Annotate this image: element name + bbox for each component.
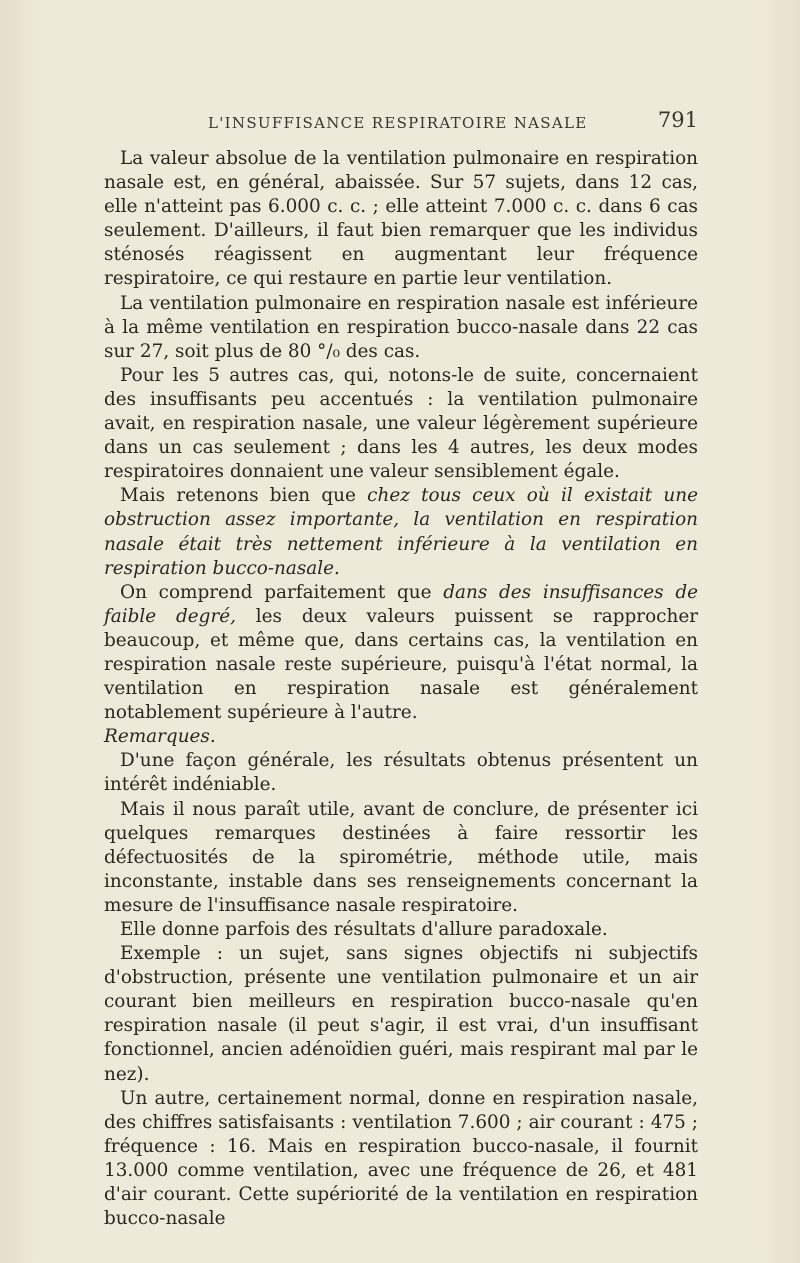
body-text	[104, 147, 698, 1231]
paragraph-on-comprend-start: On comprend parfaitement que	[120, 581, 444, 603]
running-head-title: L'INSUFFISANCE RESPIRATOIRE NASALE	[208, 114, 588, 132]
paragraph-on-comprend	[104, 581, 698, 726]
section-heading-remarques	[104, 725, 698, 749]
paragraph-spirometrie: Mais il nous paraît utile, avant de conclure, de présenter ici quelques remarques destinées à faire ressortir les défectuosités de la spirométrie, méthode utile, mais inconstante, instable dans ses renseignements concernant la mesure de l'insuffisance nasale respiratoire.	[104, 798, 698, 916]
paragraph-autres-cas: Pour les 5 autres cas, qui, notons-le de suite, concernaient des insuffisants peu accentués : la ventilation pulmonaire avait, en respiration nasale, une valeur légèrement supérieure dans un cas seulement ; dans les 4 autres, les deux modes respiratoires donnaient une valeur sensiblement égale.	[104, 364, 698, 483]
paragraph-exemple: Exemple : un sujet, sans signes objectifs ni subjectifs d'obstruction, présente une ventilation pulmonaire et un air courant bien meilleurs en respiration bucco-nasale qu'en respiration nasale (il peut s'agir, il est vrai, d'un insuffisant fonctionnel, ancien adénoïdien guéri, mais respirant mal par le nez).	[104, 943, 698, 1085]
paragraph-un-autre: Un autre, certainement normal, donne en respiration nasale, des chiffres satisfaisants : ventilation 7.600 ; air courant : 475 ; fréquence : 16. Mais en respiration bucco-nasale, il fournit 13.000 comme ventilation, avec une fréquence de 26, et 481 d'air courant. Cette supériorité de la ventilation en respiration bucco-nasale	[104, 1087, 698, 1230]
paragraph-ventilation-absolue: La valeur absolue de la ventilation pulmonaire en respiration nasale est, en général, abaissée. Sur 57 sujets, dans 12 cas, elle n'atteint pas 6.000 c. c. ; elle atteint 7.000 c. c. dans 6 cas seulement. D'ailleurs, il faut bien remarquer que les individus sténosés réagissent en augmentant leur fréquence respiratoire, ce qui restaure en partie leur ventilation.	[104, 148, 698, 290]
page-number: 791	[657, 108, 698, 132]
remarques-heading-text: Remarques.	[104, 726, 216, 748]
paragraph-on-comprend-emphasis: dans des insuffisances de faible degré,	[104, 581, 699, 627]
paragraph-retenons	[104, 484, 698, 580]
paragraph-resultats: D'une façon générale, les résultats obtenus présentent un intérêt indéniable.	[104, 750, 698, 796]
page-header	[104, 104, 698, 138]
paragraph-paradoxale: Elle donne parfois des résultats d'allure paradoxale.	[120, 919, 608, 940]
paragraph-retenons-emphasis: chez tous ceux où il existait une obstruction assez importante, la ventilation en respiration nasale était très nettement inférieure à la ventilation en respiration bucco-nasale.	[104, 485, 699, 579]
paragraph-ventilation-inferieure: La ventilation pulmonaire en respiration nasale est inférieure à la même ventilation en respiration bucco-nasale dans 22 cas sur 27, soit plus de 80 °/₀ des cas.	[104, 292, 698, 362]
paragraph-retenons-start: Mais retenons bien que	[120, 485, 368, 507]
paragraph-on-comprend-end: les deux valeurs puissent se rapprocher beaucoup, et même que, dans certains cas, la ventilation en respiration nasale reste supérieure, puisqu'à l'état normal, la ventilation en respiration nasale est généralement notablement supérieure à l'autre.	[104, 605, 698, 724]
